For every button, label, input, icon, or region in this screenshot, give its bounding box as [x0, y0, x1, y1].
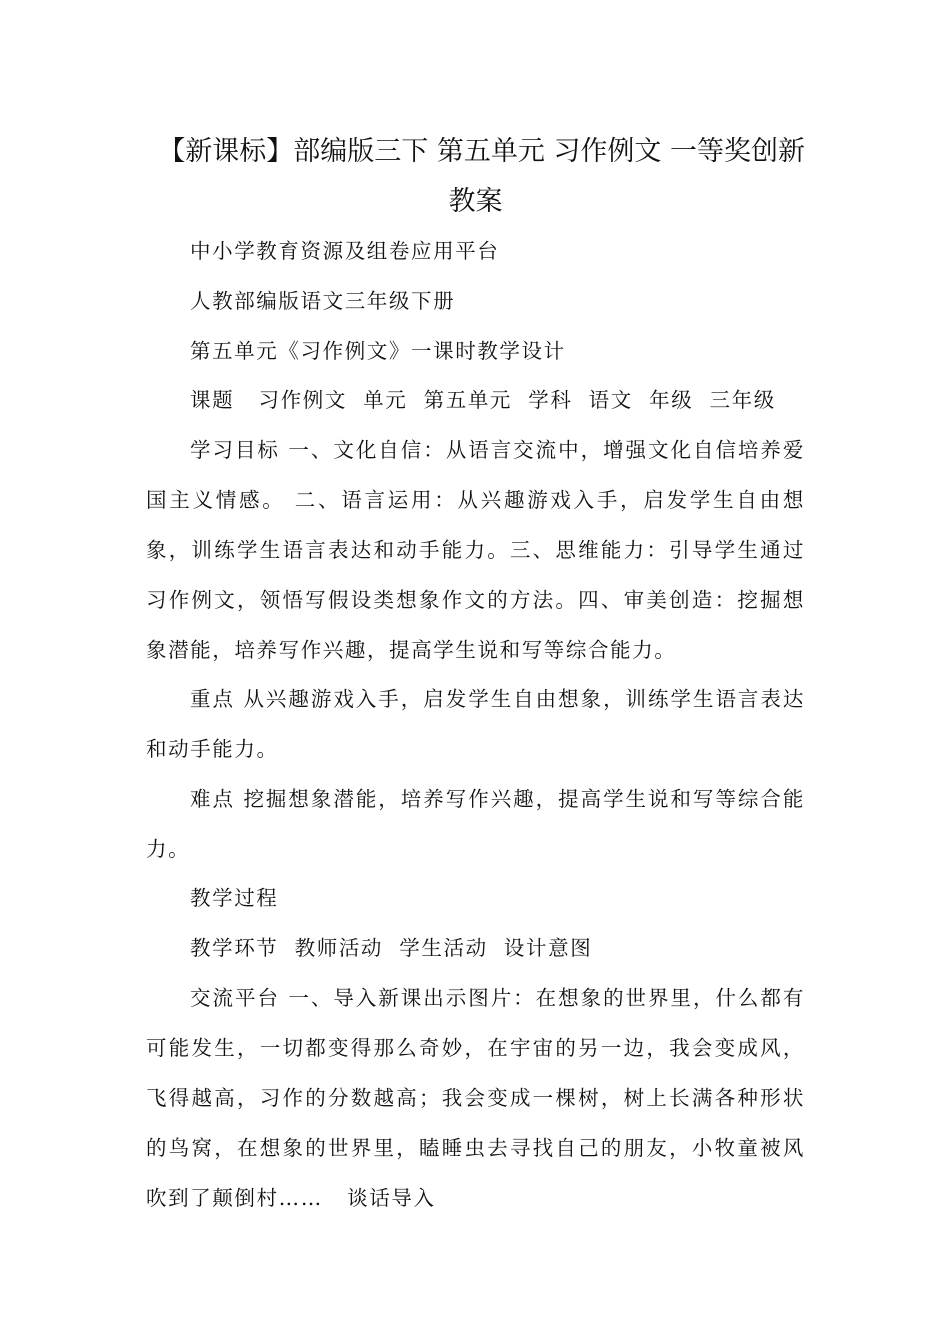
exchange-platform-paragraph: 交流平台 一、导入新课出示图片：在想象的世界里，什么都有可能发生，一切都变得那么奇妙，在宇宙的另一边，我会变成风，飞得越高，习作的分数越高；我会变成一棵树，树上长满各种形状的鸟窝，在想象的世界里，瞌睡虫去寻找自己的朋友，小牧童被风吹到了颠倒村…… 谈话导入	[146, 986, 805, 1210]
document-title-line-1: 【新课标】部编版三下 第五单元 习作例文 一等奖创新	[158, 136, 805, 167]
lesson-meta: 课题 习作例文 单元 第五单元 学科 语文 年级 三年级	[190, 388, 776, 412]
lesson-title: 第五单元《习作例文》一课时教学设计	[190, 339, 566, 363]
process-heading: 教学过程	[190, 886, 279, 910]
source-platform: 中小学教育资源及组卷应用平台	[190, 239, 500, 263]
key-point: 重点 从兴趣游戏入手，启发学生自由想象，训练学生语言表达和动手能力。	[146, 687, 805, 761]
document-title-line-2: 教案	[448, 186, 503, 217]
difficulty-point: 难点 挖掘想象潜能，培养写作兴趣，提高学生说和写等综合能力。	[146, 787, 805, 861]
textbook-name: 人教部编版语文三年级下册	[190, 289, 456, 313]
table-header: 教学环节 教师活动 学生活动 设计意图	[190, 936, 593, 960]
learning-objectives: 学习目标 一、文化自信：从语言交流中，增强文化自信培养爱国主义情感。 二、语言运用：从兴趣游戏入手，启发学生自由想象，训练学生语言表达和动手能力。三、思维能力：引导学生通过习作例文，领悟写假设类想象作文的方法。四、审美创造：挖掘想象潜能，培养写作兴趣，提高学生说和写等综合能力。	[146, 438, 805, 662]
